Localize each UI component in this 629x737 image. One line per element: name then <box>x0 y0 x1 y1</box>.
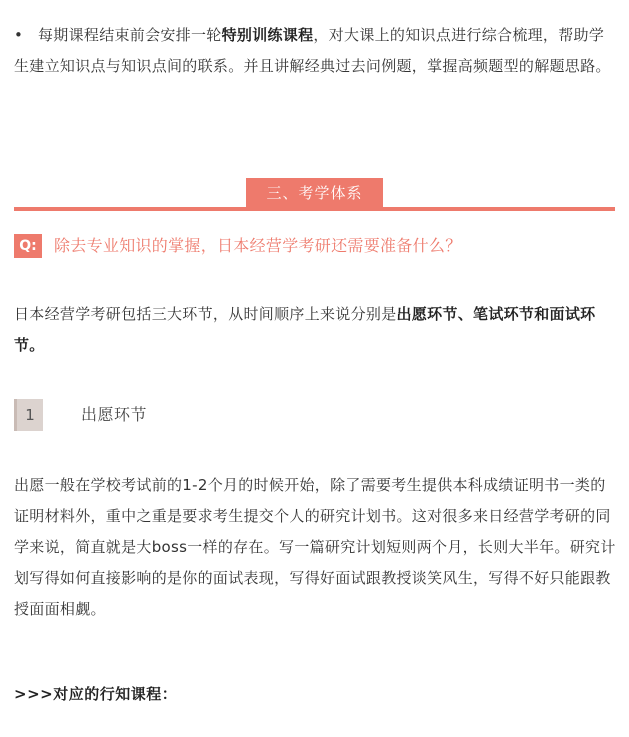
bullet-bold-text: 特别训练课程 <box>221 26 314 44</box>
step-title: 出愿环节 <box>81 405 148 424</box>
step-heading <box>14 399 314 431</box>
bullet-dot-icon: • <box>14 26 24 44</box>
intro-text: 日本经营学考研包括三大环节，从时间顺序上来说分别是 <box>14 305 397 323</box>
body-paragraph: 出愿一般在学校考试前的1-2个月的时候开始，除了需要考生提供本科成绩证明书一类的证明材料外，重中之重是要求考生提交个人的研究计划书。这对很多来日经营学考研的同学来说，简直就是大boss一样的存在。写一篇研究计划短则两个月，长则大半年。研究计划写得如何直接影响的是你的面试表现，写得好面试跟教授谈笑风生，写得不好只能跟教授面面相觑。 <box>14 476 616 618</box>
section-title: 三、考学体系 <box>246 178 383 209</box>
intro-paragraph <box>14 299 617 361</box>
question-text: 除去专业知识的掌握，日本经营学考研还需要准备什么？ <box>54 236 462 255</box>
question-row <box>14 232 614 260</box>
bullet-paragraph <box>14 20 617 82</box>
bullet-text-end: ，对大课上的知识点进行综合梳理，帮助学生建立知识点与知识点间的联系。并且讲解经典过去问例题，掌握高频题型的解题思路。 <box>14 26 611 75</box>
question-badge: Q: <box>14 234 42 258</box>
bullet-text-start: 每期课程结束前会安排一轮 <box>38 26 222 44</box>
section-header <box>14 178 615 212</box>
step-number-badge: 1 <box>14 399 43 431</box>
intro-bold-text: 出愿环节、笔试环节和面试环节。 <box>14 305 596 354</box>
course-link-heading: >>>对应的行知课程： <box>14 685 178 703</box>
